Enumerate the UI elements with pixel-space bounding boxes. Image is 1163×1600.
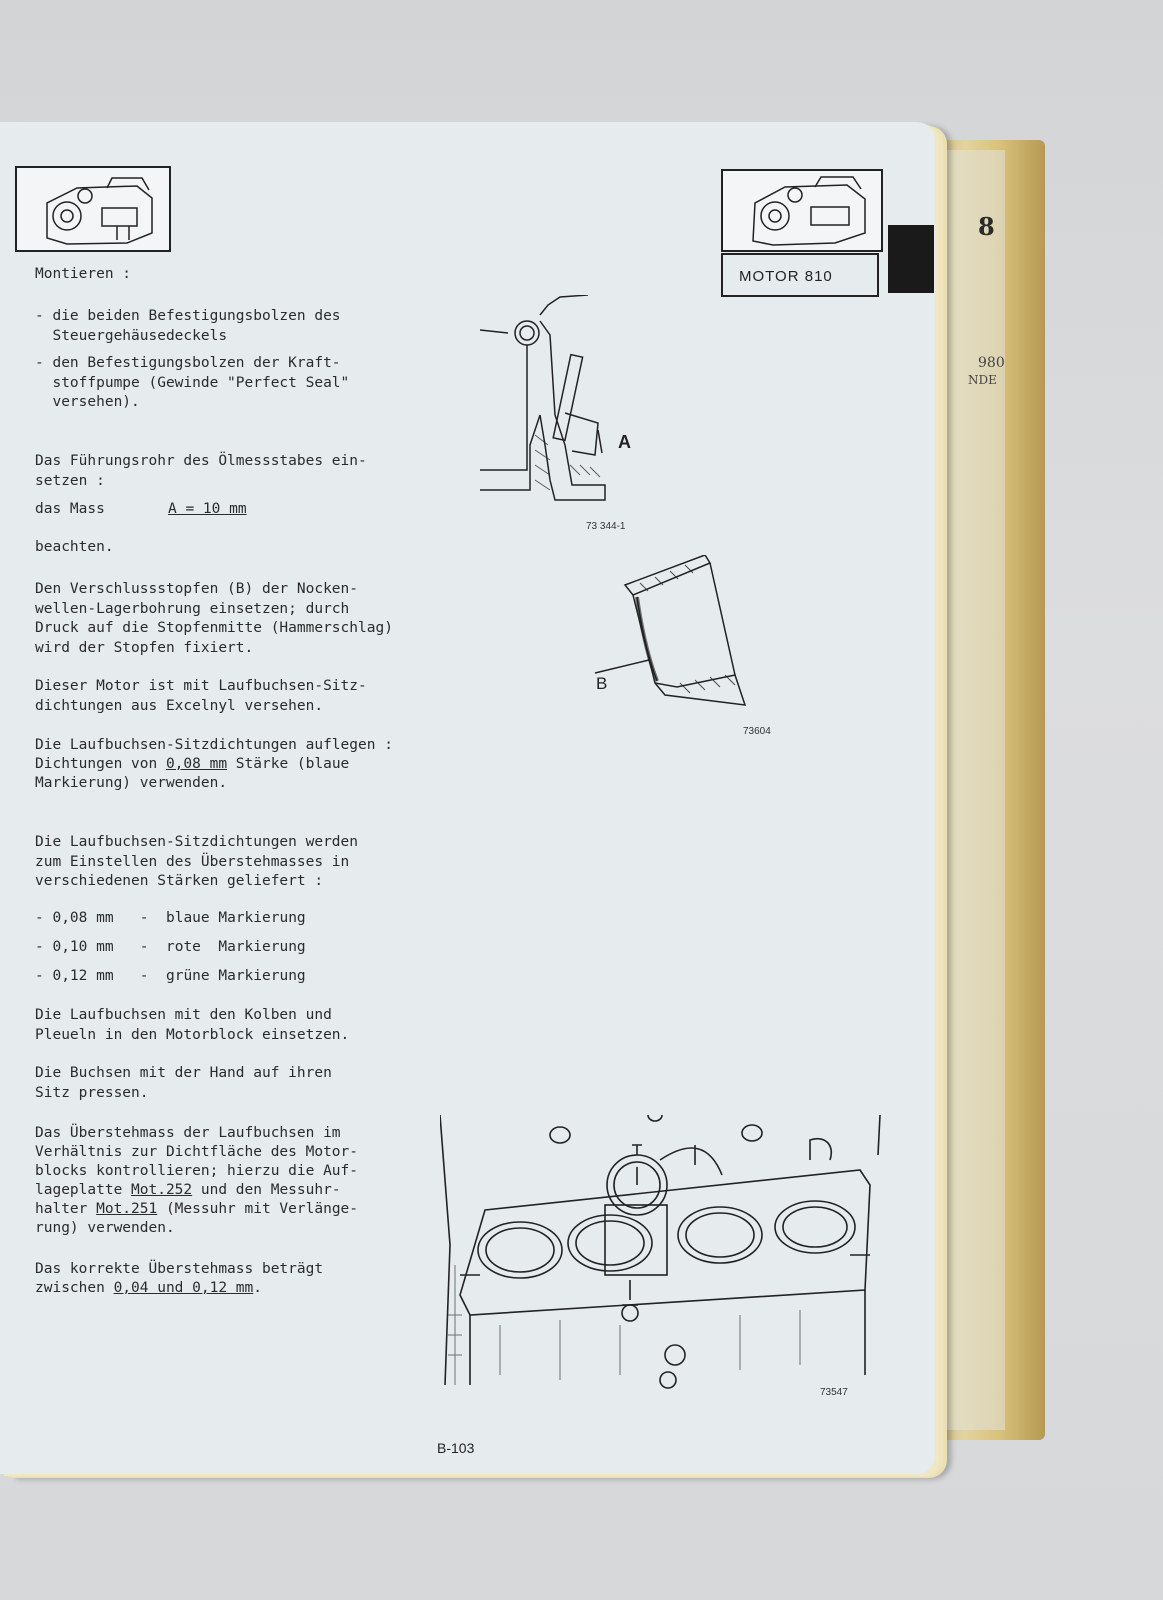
para-korrekt-2 bbox=[35, 1279, 262, 1299]
spec-label: rote Markierung bbox=[165, 939, 306, 955]
ueber-text: (Messuhr mit Verlänge- bbox=[157, 1201, 359, 1217]
spec-dash: - bbox=[139, 968, 149, 984]
spec-row bbox=[35, 910, 306, 926]
spec-dash: - bbox=[139, 939, 149, 955]
auflegen-thickness: 0,08 mm bbox=[165, 756, 228, 772]
bullet-kraftstoffpumpe: - den Befestigungsbolzen der Kraft- stoffpumpe (Gewinde "Perfect Seal" versehen). bbox=[35, 355, 350, 410]
para-ueberstehmass-1: Das Überstehmass der Laufbuchsen im bbox=[35, 1125, 341, 1141]
para-ueberstehmass-2: Verhältnis zur Dichtfläche des Motor- bbox=[35, 1144, 359, 1160]
spine-section-number: 8 bbox=[978, 212, 995, 241]
spec-size: - 0,08 mm bbox=[35, 910, 114, 926]
spec-row bbox=[35, 939, 306, 955]
para-einsetzen: Die Laufbuchsen mit den Kolben und Pleueln in den Motorblock einsetzen. bbox=[35, 1007, 350, 1043]
figure3-number: 73547 bbox=[820, 1387, 848, 1398]
engine-thumbnail-icon bbox=[15, 166, 171, 252]
figure1-label-a: A bbox=[618, 432, 631, 452]
para-pressen: Die Buchsen mit der Hand auf ihren Sitz pressen. bbox=[35, 1065, 332, 1101]
ueber-text: lageplatte bbox=[35, 1182, 132, 1198]
spine-text: NDE bbox=[968, 373, 997, 387]
tool-mot252: Mot.252 bbox=[131, 1182, 193, 1198]
auflegen-text-c: Stärke (blaue bbox=[227, 756, 350, 772]
para-auflegen-1: Die Laufbuchsen-Sitzdichtungen auflegen : bbox=[35, 737, 393, 753]
para-ueberstehmass-3: blocks kontrollieren; hierzu die Auf- bbox=[35, 1163, 359, 1179]
label-das-mass: das Mass bbox=[35, 501, 105, 517]
section-tab bbox=[888, 225, 934, 293]
korrekt-range: 0,04 und 0,12 mm bbox=[113, 1280, 254, 1296]
para-excelnyl: Dieser Motor ist mit Laufbuchsen-Sitz- dichtungen aus Excelnyl versehen. bbox=[35, 678, 367, 714]
para-ueberstehmass-6: rung) verwenden. bbox=[35, 1220, 175, 1236]
motor-label: MOTOR 810 bbox=[721, 253, 879, 297]
next-page-edge bbox=[925, 150, 1005, 1430]
para-auflegen-2 bbox=[35, 755, 349, 775]
figure-dipstick-tube bbox=[480, 295, 650, 515]
spec-size: - 0,10 mm bbox=[35, 939, 114, 955]
text-beachten: beachten. bbox=[35, 539, 114, 555]
bullet-steuergehaeuse: - die beiden Befestigungsbolzen des Steuergehäusedeckels bbox=[35, 308, 341, 344]
figure2-number: 73604 bbox=[743, 726, 771, 737]
para-verschlussstopfen: Den Verschlussstopfen (B) der Nocken- wellen-Lagerbohrung einsetzen; durch Druck auf die Stopfenmitte (Hammerschlag) wird der Stopfen fixiert. bbox=[35, 581, 393, 656]
auflegen-text-a: Dichtungen von bbox=[35, 756, 166, 772]
heading-montieren: Montieren : bbox=[35, 266, 132, 282]
spec-label: grüne Markierung bbox=[165, 968, 306, 984]
figure-engine-block-dial-gauge bbox=[440, 1115, 890, 1405]
ueber-text: und den Messuhr- bbox=[192, 1182, 341, 1198]
korrekt-text: zwischen bbox=[35, 1280, 114, 1296]
para-auflegen-3: Markierung) verwenden. bbox=[35, 775, 228, 791]
spec-dash: - bbox=[139, 910, 149, 926]
spine-year: 980 bbox=[978, 355, 1005, 371]
figure2-label-b: B bbox=[596, 674, 608, 693]
tool-mot251: Mot.251 bbox=[96, 1201, 158, 1217]
spec-label: blaue Markierung bbox=[165, 910, 306, 926]
para-ueberstehmass-4 bbox=[35, 1181, 341, 1201]
spec-size: - 0,12 mm bbox=[35, 968, 114, 984]
korrekt-text: . bbox=[253, 1280, 262, 1296]
figure1-number: 73 344-1 bbox=[586, 521, 626, 532]
para-ueberstehmass-5 bbox=[35, 1200, 358, 1220]
para-geliefert: Die Laufbuchsen-Sitzdichtungen werden zum Einstellen des Überstehmasses in verschiedenen Stärken geliefert : bbox=[35, 834, 359, 889]
para-korrekt-1: Das korrekte Überstehmass beträgt bbox=[35, 1261, 324, 1277]
para-fuehrungsrohr: Das Führungsrohr des Ölmessstabes ein- setzen : bbox=[35, 453, 367, 489]
engine-thumbnail-right-icon bbox=[721, 169, 883, 252]
ueber-text: halter bbox=[35, 1201, 97, 1217]
spec-row bbox=[35, 968, 306, 984]
value-mass-a: A = 10 mm bbox=[168, 501, 247, 517]
page-number: B-103 bbox=[437, 1440, 475, 1456]
